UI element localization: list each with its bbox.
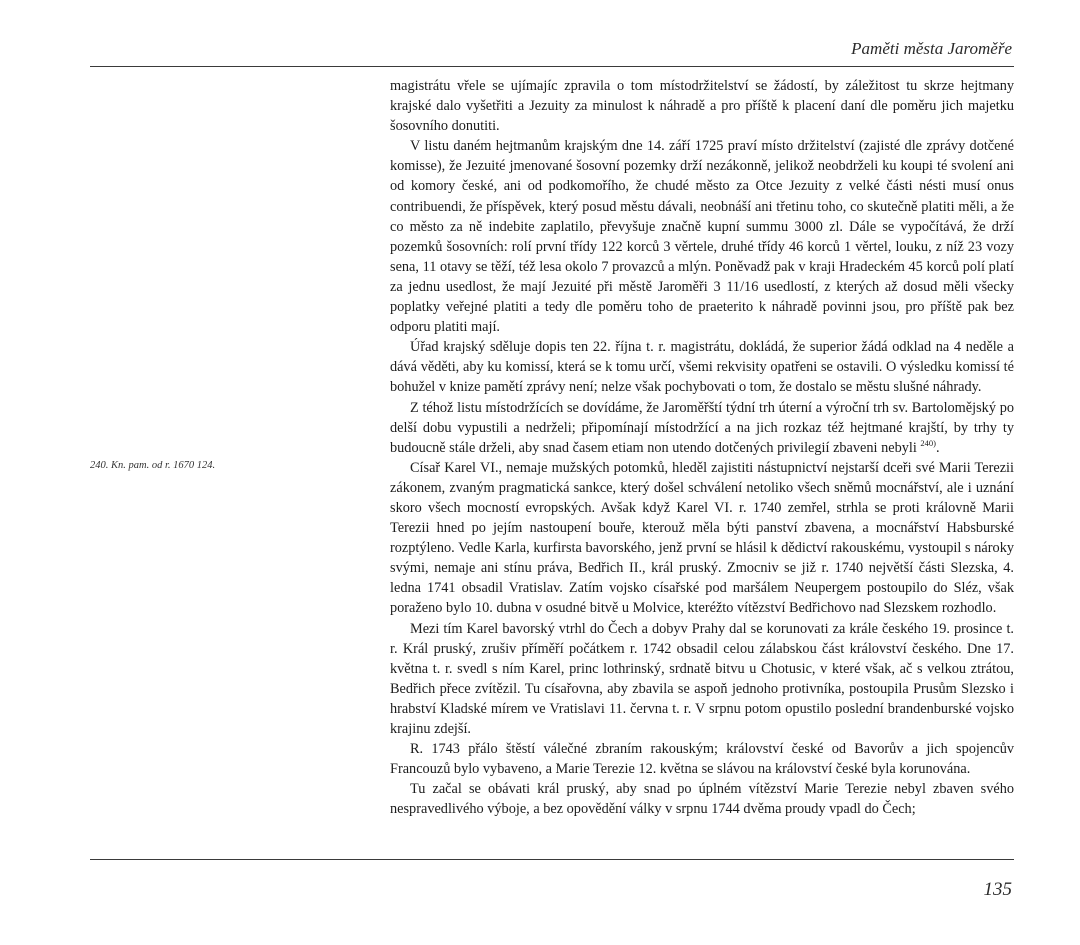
- footnote-reference: 240): [920, 437, 936, 448]
- running-head: Paměti města Jaroměře: [851, 39, 1012, 58]
- paragraph: Úřad krajský sděluje dopis ten 22. října t. r. magistrátu, dokládá, že superior žádá odklad na 4 neděle a dává věděti, aby ku komissí, která se k tomu určí, všemi rekvisity opatřeni se ostavili. O výsledku komissí té bohužel v knize pamětí zprávy není; nelze však pochybovati o tom, že dostalo se městu slušné náhrady.: [390, 339, 1014, 396]
- footer-rule: [90, 859, 1014, 860]
- paragraph: V listu daném hejtmanům krajským dne 14. září 1725 praví místo držitelství (zajisté dle zprávy dotčené komisse), že Jezuité jmenované šosovní pozemky drží nezákonně, jelikož neobdrželi ku koupi té svolení ani od komory české, ani od podkomořího, že chudé město za Otce Jezuity z velké části nésti musí onus contribuendi, že příspěvek, který posud městu dávali, neobnáší ani třetinu toho, co skutečně platiti měli, a že co město za ně indebite zaplatilo, převyšuje značně kupní summu 3000 zl. Dále se vypočítává, že drží pozemků šosovních: rolí první třídy 122 korců 3 věrtele, druhé třídy 46 korců 1 věrtel, louku, z níž 23 vozy sena, 11 otavy se těží, též lesa okolo 7 provazců a mlýn. Poněvadž pak v kraji Hradeckém 45 korců polí platí za jednu usedlost, že mají Jezuité při městě Jaroměři 3 11/16 usedlostí, z kterých až dosud měli všecky poplatky veřejné platiti a tedy dle poměru toho de praeterito k náhradě povinni jsou, pro příště pak bez odporu platiti mají.: [390, 138, 1014, 336]
- paragraph: Císař Karel VI., nemaje mužských potomků, hleděl zajistiti nástupnictví nejstarší dceři své Marii Terezii zákonem, zvaným pragmatická sankce, který došel schválení netoliko všech sněmů mocnářství, ale i uznání skoro všech mocností evropských. Avšak když Karel VI. r. 1740 zemřel, strhla se proti královně Marii Terezii hned po jejím nastoupení bouře, kterouž měla býti panství zbavena, a mocnářství Habsburské rozptýleno. Vedle Karla, kurfirsta bavorského, jenž první se hlásil k dědictví rakouskému, vystoupil s nároky svými, nemaje ani stínu práva, Bedřich II., král pruský. Zmocniv se již r. 1740 největší části Slezska, 4. ledna 1741 obsadil Vratislav. Zatím vojsko císařské pod maršálem Neupergem postoupilo do Sléz, však poraženo bylo 10. dubna v osudné bitvě u Molvice, kteréžto vítězství Bedřichovo nad Slezskem rozhodlo.: [390, 459, 1014, 617]
- header-rule: [90, 66, 1014, 67]
- paragraph: magistrátu vřele se ujímajíc zpravila o tom místodržitelství se žádostí, by záležitost tu skrze hejtmany krajské dalo vyšetřiti a Jezuity za minulost k náhradě a pro příště k placení daní dle poměru jich majetku šosovního donutiti.: [390, 78, 1014, 135]
- paragraph-with-footnote: [390, 398, 1014, 458]
- margin-note: 240. Kn. pam. od r. 1670 124.: [90, 460, 216, 471]
- paragraph: Tu začal se obávati král pruský, aby snad po úplném vítězství Marie Terezie nebyl zbaven svého nespravedlivého výboje, a bez opovědění války v srpnu 1744 dvěma proudy vpadl do Čech;: [390, 781, 1014, 818]
- paragraph: Mezi tím Karel bavorský vtrhl do Čech a dobyv Prahy dal se korunovati za krále českého 19. prosince t. r. Král pruský, zrušiv příměří počátkem r. 1742 obsadil celou zálabskou část království českého. Dne 17. května t. r. svedl s ním Karel, princ lothrinský, srdnatě bitvu u Chotusic, v které však, ač s velkou ztrátou, Bedřich přece zvítězil. Tu císařovna, aby zbavila se aspoň jednoho protivníka, postoupila Prusům Slezsko i hrabství Kladské mírem ve Vratislavi 11. června t. r. V srpnu potom opustilo poslední brandenburské vojsko krajinu zdejší.: [390, 620, 1014, 737]
- paragraph-text: Z téhož listu místodržících se dovídáme, že Jaroměřští týdní trh úterní a výroční trh sv. Bartolomějský po delší dobu vypustili a nedrželi; připomínají místodržící a na jich rozkaz též hejtmané krajští, by trhy ty budoucně stále drželi, aby snad časem etiam non utendo dotčených privilegií zbaveni nebyli: [390, 399, 1014, 456]
- page-number: 135: [983, 879, 1012, 900]
- paragraph: R. 1743 přálo štěstí válečné zbraním rakouským; království české od Bavorův a jich spojencův Francouzů bylo vybaveno, a Marie Terezie 12. května se slávou na království české byla korunována.: [390, 741, 1014, 778]
- footnote-trail: .: [936, 439, 940, 456]
- main-text: [390, 76, 1014, 819]
